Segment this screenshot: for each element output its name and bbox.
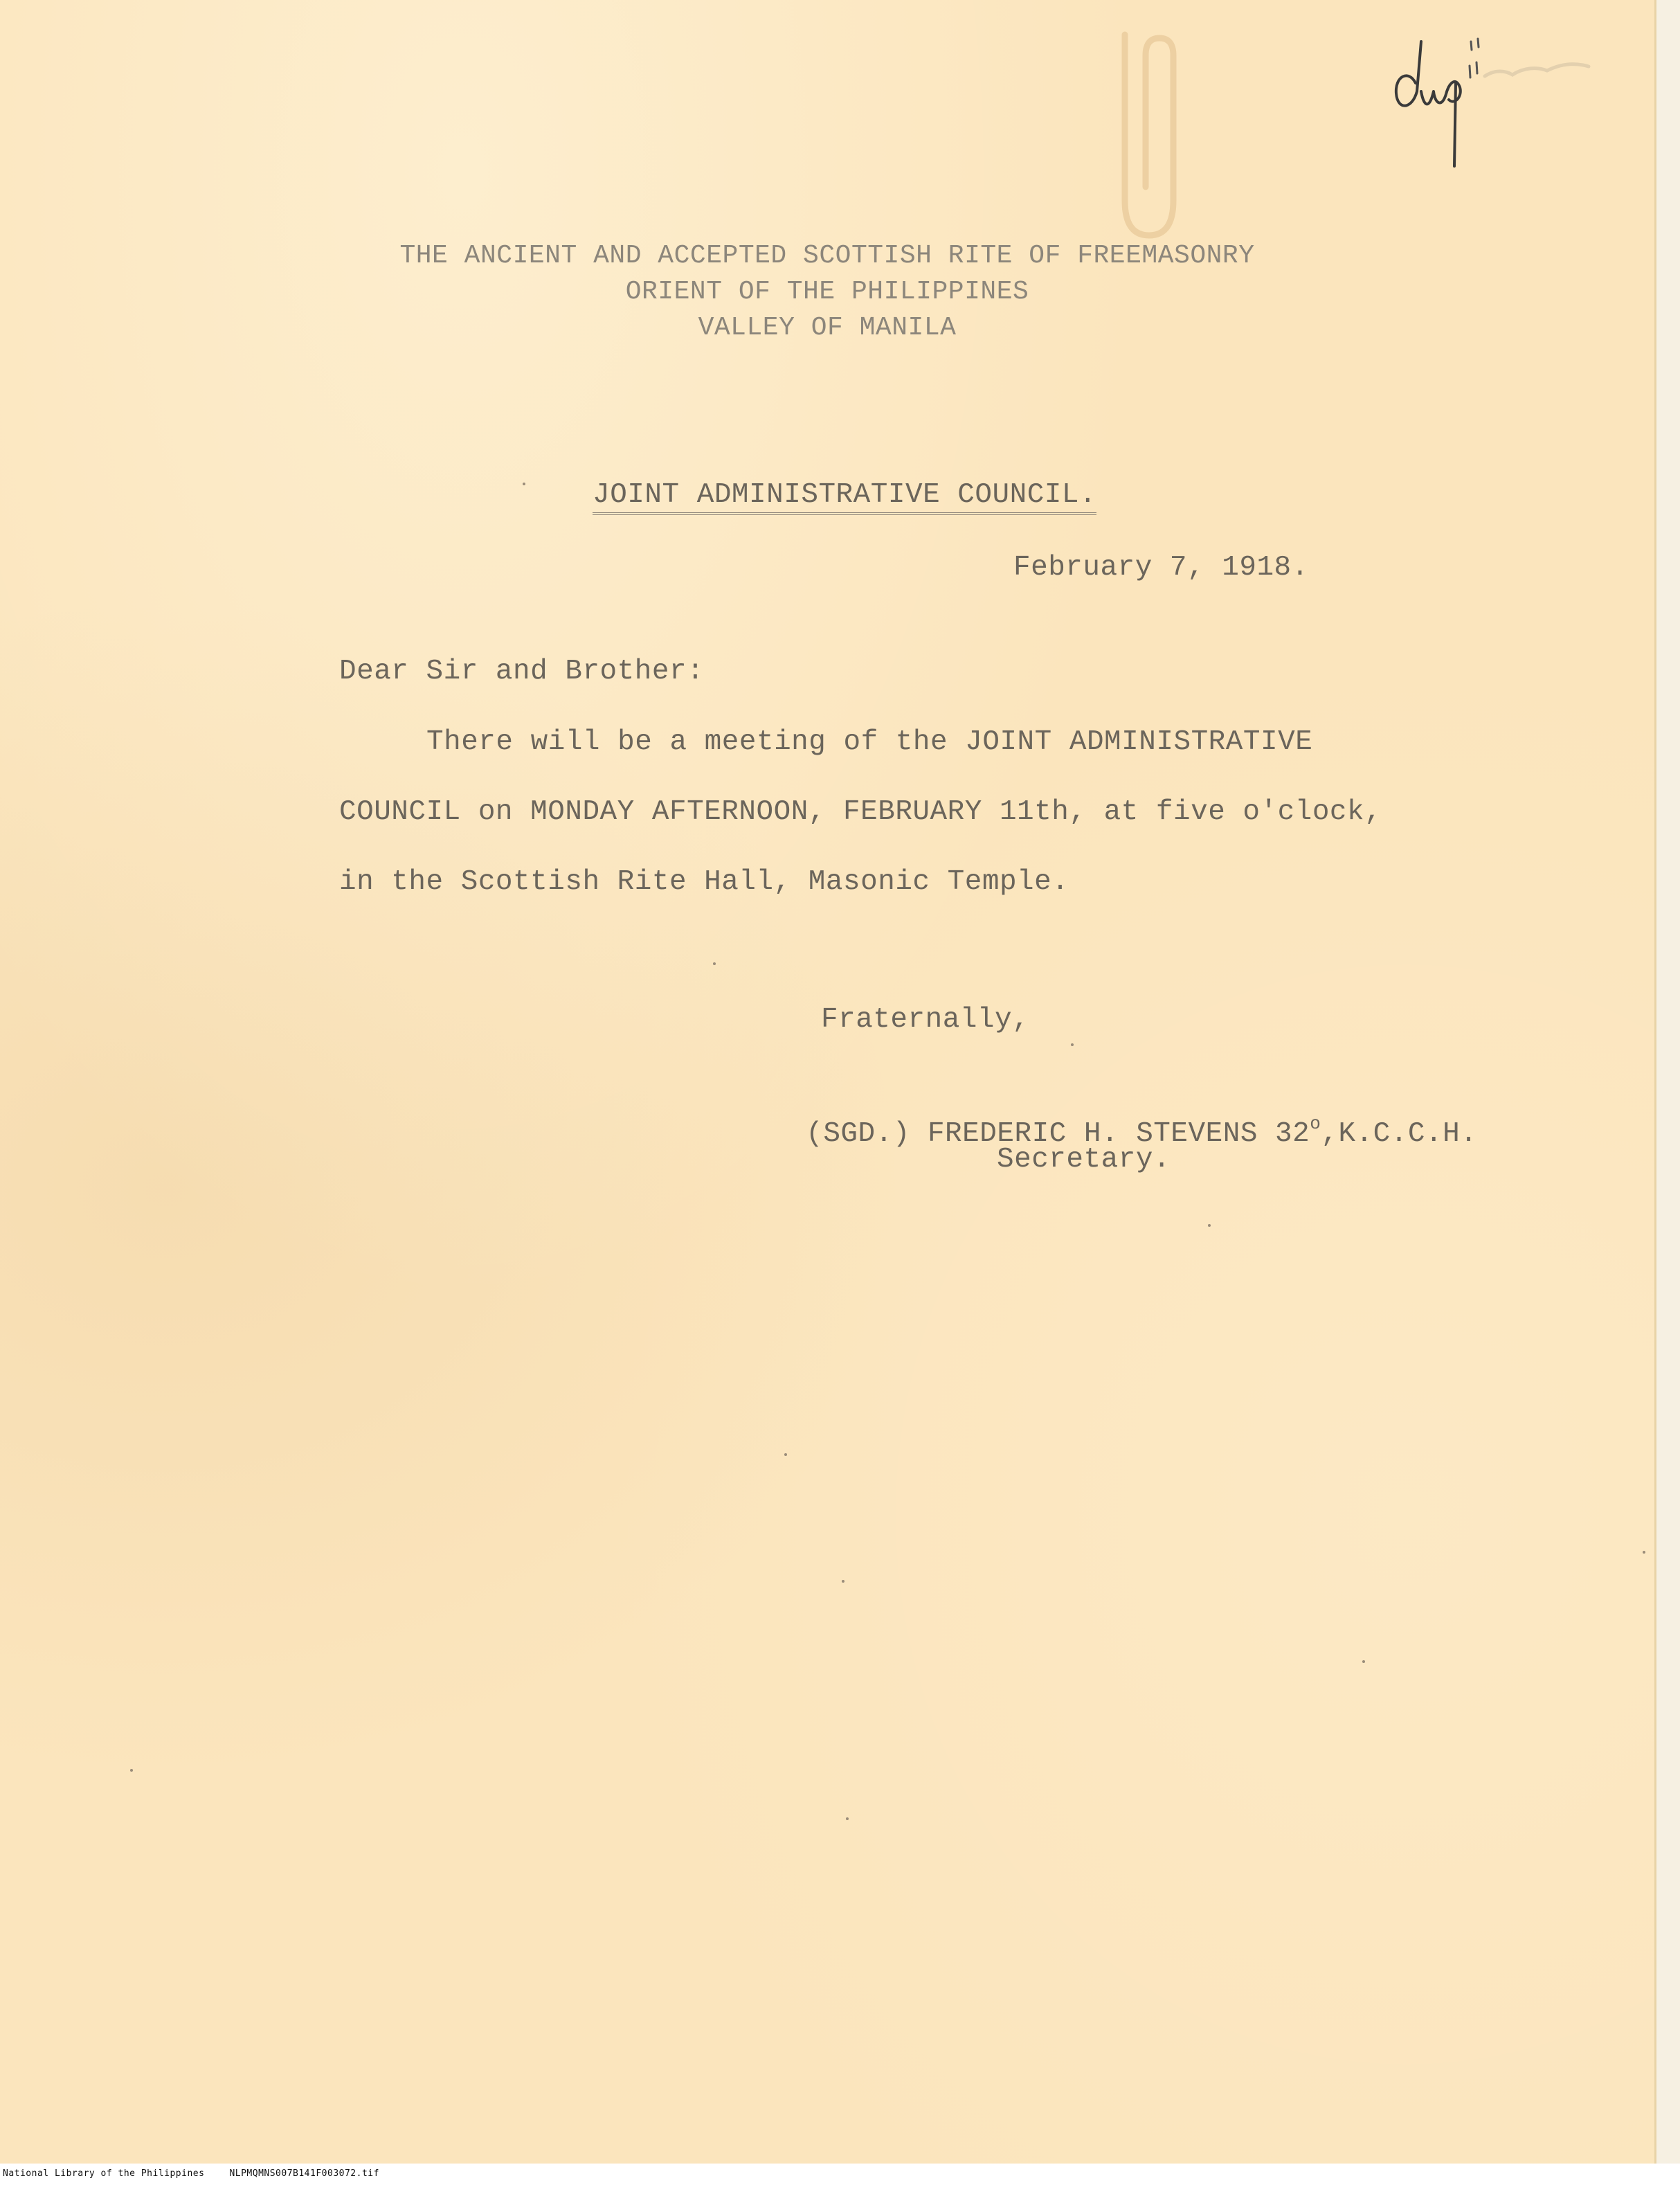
paper-speck xyxy=(842,1580,844,1583)
council-title: JOINT ADMINISTRATIVE COUNCIL. xyxy=(593,479,1096,515)
paper-speck xyxy=(1071,1043,1074,1046)
degree-mark: o xyxy=(1310,1113,1321,1134)
signature-degree: 32 xyxy=(1275,1118,1310,1150)
footer-file-name: NLPMQMNS007B141F003072.tif xyxy=(229,2168,379,2179)
paper-speck xyxy=(523,483,525,485)
body-line-3: in the Scottish Rite Hall, Masonic Temple. xyxy=(339,866,1069,898)
paper-speck xyxy=(1362,1660,1365,1663)
footer-institution: National Library of the Philippines xyxy=(3,2168,205,2179)
letter-date: February 7, 1918. xyxy=(1013,552,1309,584)
salutation: Dear Sir and Brother: xyxy=(339,656,705,687)
paper-speck xyxy=(130,1769,133,1772)
body-line-2: COUNCIL on MONDAY AFTERNOON, FEBRUARY 11th, at five o'clock, xyxy=(339,796,1382,828)
signer-title: Secretary. xyxy=(997,1144,1171,1176)
paperclip-mark xyxy=(1111,28,1194,256)
signature-line xyxy=(771,1072,1477,1151)
body-line-1: There will be a meeting of the JOINT ADMINISTRATIVE xyxy=(426,726,1313,758)
paper-speck xyxy=(1208,1224,1211,1227)
paper-speck xyxy=(1643,1551,1645,1554)
letterhead-line-3: VALLEY OF MANILA xyxy=(698,313,957,343)
paper-speck xyxy=(784,1453,787,1456)
scan-margin xyxy=(1656,0,1680,2164)
paper-speck xyxy=(713,962,716,965)
closing: Fraternally, xyxy=(821,1004,1030,1036)
letterhead-line-1: THE ANCIENT AND ACCEPTED SCOTTISH RITE OF FREEMASONRY xyxy=(399,241,1255,271)
signature-order: ,K.C.C.H. xyxy=(1321,1118,1478,1150)
handwritten-note xyxy=(1388,28,1623,180)
council-title-row xyxy=(0,443,1654,512)
letterhead-line-2: ORIENT OF THE PHILIPPINES xyxy=(625,277,1029,307)
signature-name: (SGD.) FREDERIC H. STEVENS xyxy=(806,1118,1258,1150)
scan-footer-label xyxy=(3,2168,404,2179)
paper-speck xyxy=(846,1817,849,1820)
